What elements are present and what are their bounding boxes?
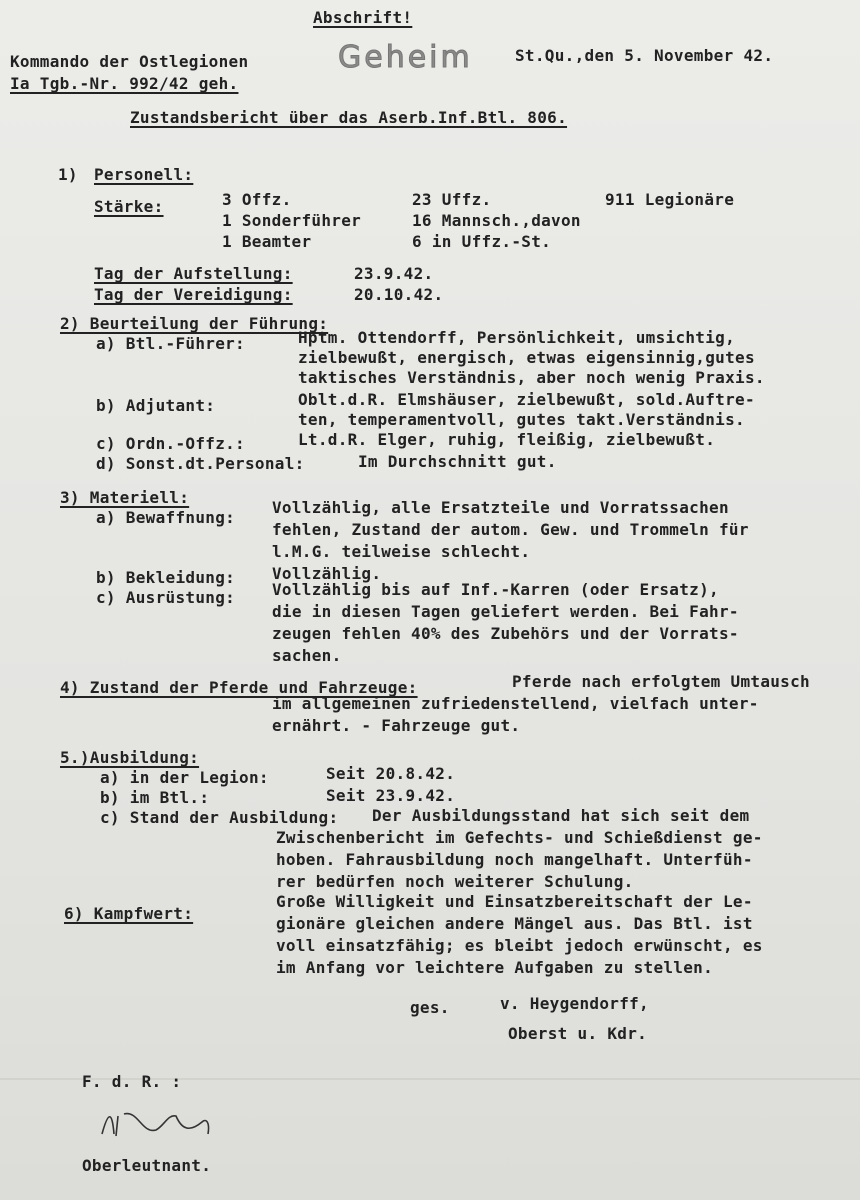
certifier-rank: Oberleutnant.: [82, 1156, 212, 1175]
training-c-label: c) Stand der Ausbildung:: [100, 808, 339, 827]
training-a-label: a) in der Legion:: [100, 768, 269, 787]
horses-line-2: im allgemeinen zufriedenstellend, vielfach unter-: [272, 694, 759, 713]
sender-line-2: Ia Tgb.-Nr. 992/42 geh.: [10, 74, 239, 93]
combat-line-1: Große Willigkeit und Einsatzbereitschaft der Le-: [276, 892, 753, 911]
report-subject: Zustandsbericht über das Aserb.Inf.Btl. 806.: [130, 108, 568, 127]
material-c-line-4: sachen.: [272, 646, 342, 665]
section-3-heading: 3) Materiell:: [60, 488, 190, 507]
material-c-line-2: die in diesen Tagen geliefert werden. Bei Fahr-: [272, 602, 739, 621]
strength-officers: 3 Offz.: [222, 190, 292, 209]
combat-line-4: im Anfang vor leichtere Aufgaben zu stellen.: [276, 958, 714, 977]
strength-officials: 1 Beamter: [222, 232, 312, 251]
material-b-text: Vollzählig.: [272, 564, 382, 583]
strength-nco: 23 Uffz.: [412, 190, 492, 209]
section-6-heading: 6) Kampfwert:: [64, 904, 194, 923]
strength-nco-positions: 6 in Uffz.-St.: [412, 232, 552, 251]
material-c-label: c) Ausrüstung:: [96, 588, 236, 607]
oath-date-value: 20.10.42.: [354, 285, 444, 304]
training-b-text: Seit 23.9.42.: [326, 786, 456, 805]
training-a-text: Seit 20.8.42.: [326, 764, 456, 783]
leadership-d-label: d) Sonst.dt.Personal:: [96, 454, 305, 473]
strength-label: Stärke:: [94, 197, 164, 216]
combat-line-3: voll einsatzfähig; es bleibt jedoch erwünscht, es: [276, 936, 763, 955]
material-c-line-3: zeugen fehlen 40% des Zubehörs und der Vorrats-: [272, 624, 739, 643]
document-title: Abschrift!: [313, 8, 413, 27]
material-a-line-2: fehlen, Zustand der autom. Gew. und Trommeln für: [272, 520, 749, 539]
oath-date-label: Tag der Vereidigung:: [94, 285, 293, 304]
training-c-line-4: rer bedürfen noch weiterer Schulung.: [276, 872, 634, 891]
certified-label: F. d. R. :: [82, 1072, 182, 1091]
date-line: St.Qu.,den 5. November 42.: [515, 46, 774, 65]
training-c-line-3: hoben. Fahrausbildung noch mangelhaft. Unterfüh-: [276, 850, 753, 869]
section-2-heading: 2) Beurteilung der Führung:: [60, 314, 329, 333]
material-a-label: a) Bewaffnung:: [96, 508, 236, 527]
leadership-b-line-1: Oblt.d.R. Elmshäuser, zielbewußt, sold.Auftre-: [298, 390, 755, 409]
leadership-b-label: b) Adjutant:: [96, 396, 216, 415]
strength-men: 16 Mannsch.,davon: [412, 211, 581, 230]
material-b-label: b) Bekleidung:: [96, 568, 236, 587]
section-1-number: 1): [58, 165, 78, 184]
horses-line-1: Pferde nach erfolgtem Umtausch: [512, 672, 810, 691]
leadership-a-line-3: taktisches Verständnis, aber noch wenig Praxis.: [298, 368, 765, 387]
training-c-line-1: Der Ausbildungsstand hat sich seit dem: [372, 806, 750, 825]
training-c-line-2: Zwischenbericht im Gefechts- und Schießdienst ge-: [276, 828, 763, 847]
signer-name: v. Heygendorff,: [500, 994, 649, 1013]
leadership-a-label: a) Btl.-Führer:: [96, 334, 245, 353]
leadership-b-line-2: ten, temperamentvoll, gutes takt.Verständnis.: [298, 410, 745, 429]
signer-rank: Oberst u. Kdr.: [508, 1024, 648, 1043]
section-1-heading: [94, 165, 193, 185]
strength-special-leaders: 1 Sonderführer: [222, 211, 362, 230]
classification-stamp: Geheim: [338, 40, 473, 75]
strength-legionaries: 911 Legionäre: [605, 190, 735, 209]
leadership-d-text: Im Durchschnitt gut.: [358, 452, 557, 471]
leadership-c-text: Lt.d.R. Elger, ruhig, fleißig, zielbewußt.: [298, 430, 716, 449]
leadership-c-label: c) Ordn.-Offz.:: [96, 434, 245, 453]
horses-line-3: ernährt. - Fahrzeuge gut.: [272, 716, 521, 735]
section-1-heading-text: Personell:: [94, 165, 194, 184]
sender-line-1: Kommando der Ostlegionen: [10, 52, 249, 71]
formation-date-value: 23.9.42.: [354, 264, 434, 283]
combat-line-2: gionäre gleichen andere Mängel aus. Das Btl. ist: [276, 914, 753, 933]
material-c-line-1: Vollzählig bis auf Inf.-Karren (oder Ersatz),: [272, 580, 719, 599]
material-a-line-1: Vollzählig, alle Ersatzteile und Vorratssachen: [272, 498, 729, 517]
signed-abbrev: ges.: [410, 998, 450, 1017]
section-5-heading: 5.)Ausbildung:: [60, 748, 200, 767]
formation-date-label: Tag der Aufstellung:: [94, 264, 293, 283]
material-a-line-3: l.M.G. teilweise schlecht.: [272, 542, 531, 561]
leadership-a-line-1: Hptm. Ottendorff, Persönlichkeit, umsichtig,: [298, 328, 736, 347]
training-b-label: b) im Btl.:: [100, 788, 210, 807]
leadership-a-line-2: zielbewußt, energisch, etwas eigensinnig,gutes: [298, 348, 755, 367]
section-4-heading: 4) Zustand der Pferde und Fahrzeuge:: [60, 678, 418, 697]
